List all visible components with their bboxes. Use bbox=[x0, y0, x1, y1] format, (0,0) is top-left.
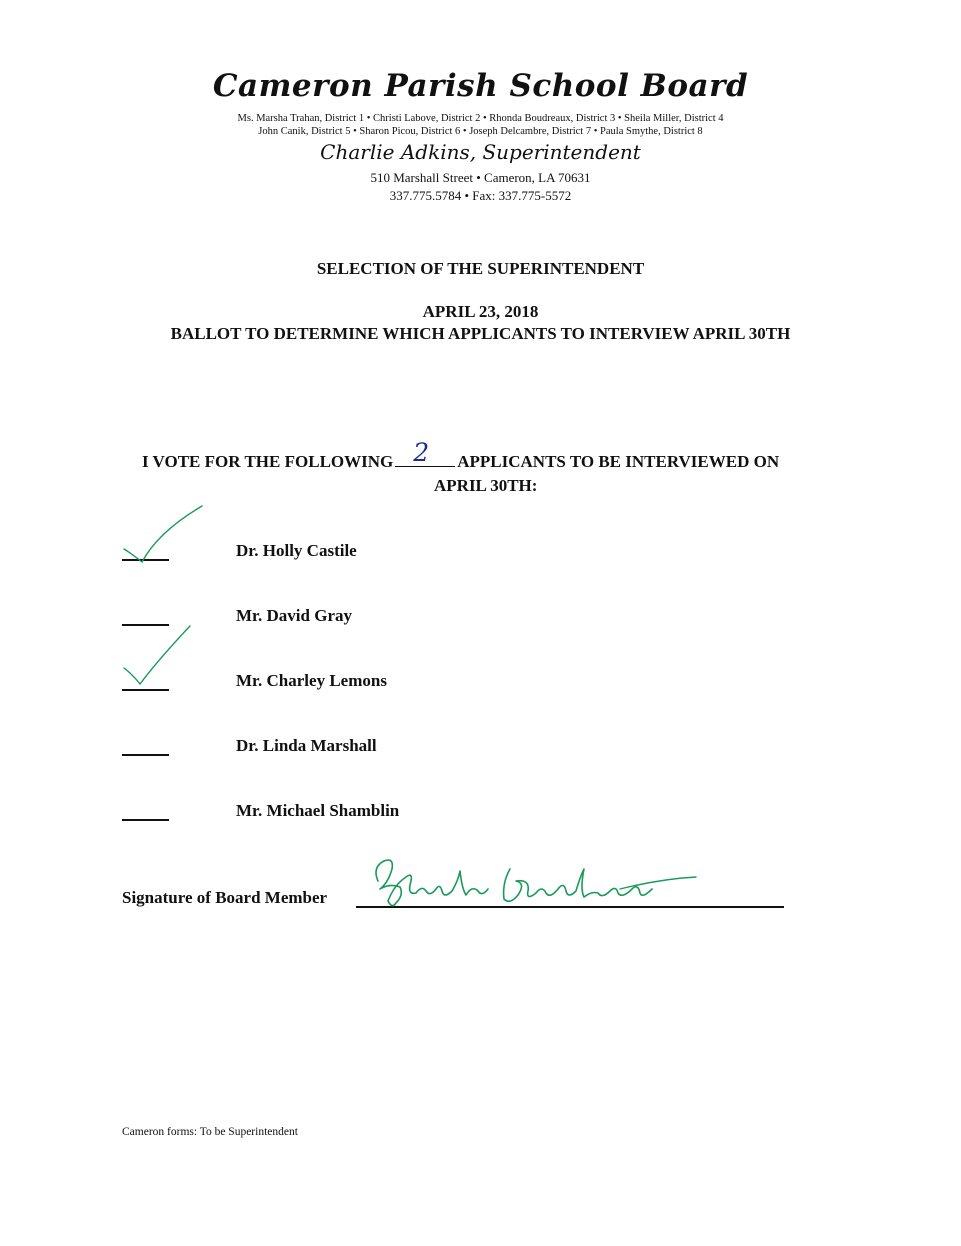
footer-text: Cameron forms: To be Superintendent bbox=[122, 1126, 298, 1138]
board-members-line-2: John Canik, District 5 • Sharon Picou, District 6 • Joseph Delcambre, District 7 • Paula Smythe, District 8 bbox=[258, 126, 703, 137]
checkbox-line-marshall[interactable] bbox=[122, 754, 169, 756]
vote-count-field[interactable] bbox=[395, 438, 455, 467]
document-heading: SELECTION OF THE SUPERINTENDENT bbox=[316, 259, 645, 278]
superintendent-name: Charlie Adkins, Superintendent bbox=[320, 140, 641, 164]
ballot-subheading: BALLOT TO DETERMINE WHICH APPLICANTS TO INTERVIEW APRIL 30TH bbox=[170, 324, 791, 343]
handwritten-signature bbox=[370, 855, 700, 915]
vote-instruction bbox=[142, 438, 780, 472]
vote-instruction-line-2: APRIL 30TH: bbox=[434, 476, 538, 495]
candidate-name: Dr. Holly Castile bbox=[236, 541, 357, 560]
candidate-name: Mr. Charley Lemons bbox=[236, 671, 387, 690]
phone-fax: 337.775.5784 • Fax: 337.775-5572 bbox=[389, 188, 572, 203]
signature-label: Signature of Board Member bbox=[122, 888, 328, 907]
board-members-line-1: Ms. Marsha Trahan, District 1 • Christi Labove, District 2 • Rhonda Boudreaux, District 3 • Sheila Miller, District 4 bbox=[237, 113, 724, 124]
vote-prefix: I VOTE FOR THE FOLLOWING bbox=[142, 452, 394, 471]
candidate-name: Dr. Linda Marshall bbox=[236, 736, 377, 755]
checkmark-icon bbox=[118, 502, 208, 572]
letterhead-title: Cameron Parish School Board bbox=[212, 68, 749, 104]
vote-count-value: 2 bbox=[413, 438, 430, 467]
address: 510 Marshall Street • Cameron, LA 70631 bbox=[370, 170, 591, 185]
vote-suffix: APPLICANTS TO BE INTERVIEWED ON bbox=[457, 452, 780, 471]
checkbox-line-shamblin[interactable] bbox=[122, 819, 169, 821]
candidate-name: Mr. David Gray bbox=[236, 606, 353, 625]
document-date: APRIL 23, 2018 bbox=[422, 302, 539, 321]
candidate-name: Mr. Michael Shamblin bbox=[236, 801, 400, 820]
checkmark-icon bbox=[118, 622, 208, 692]
